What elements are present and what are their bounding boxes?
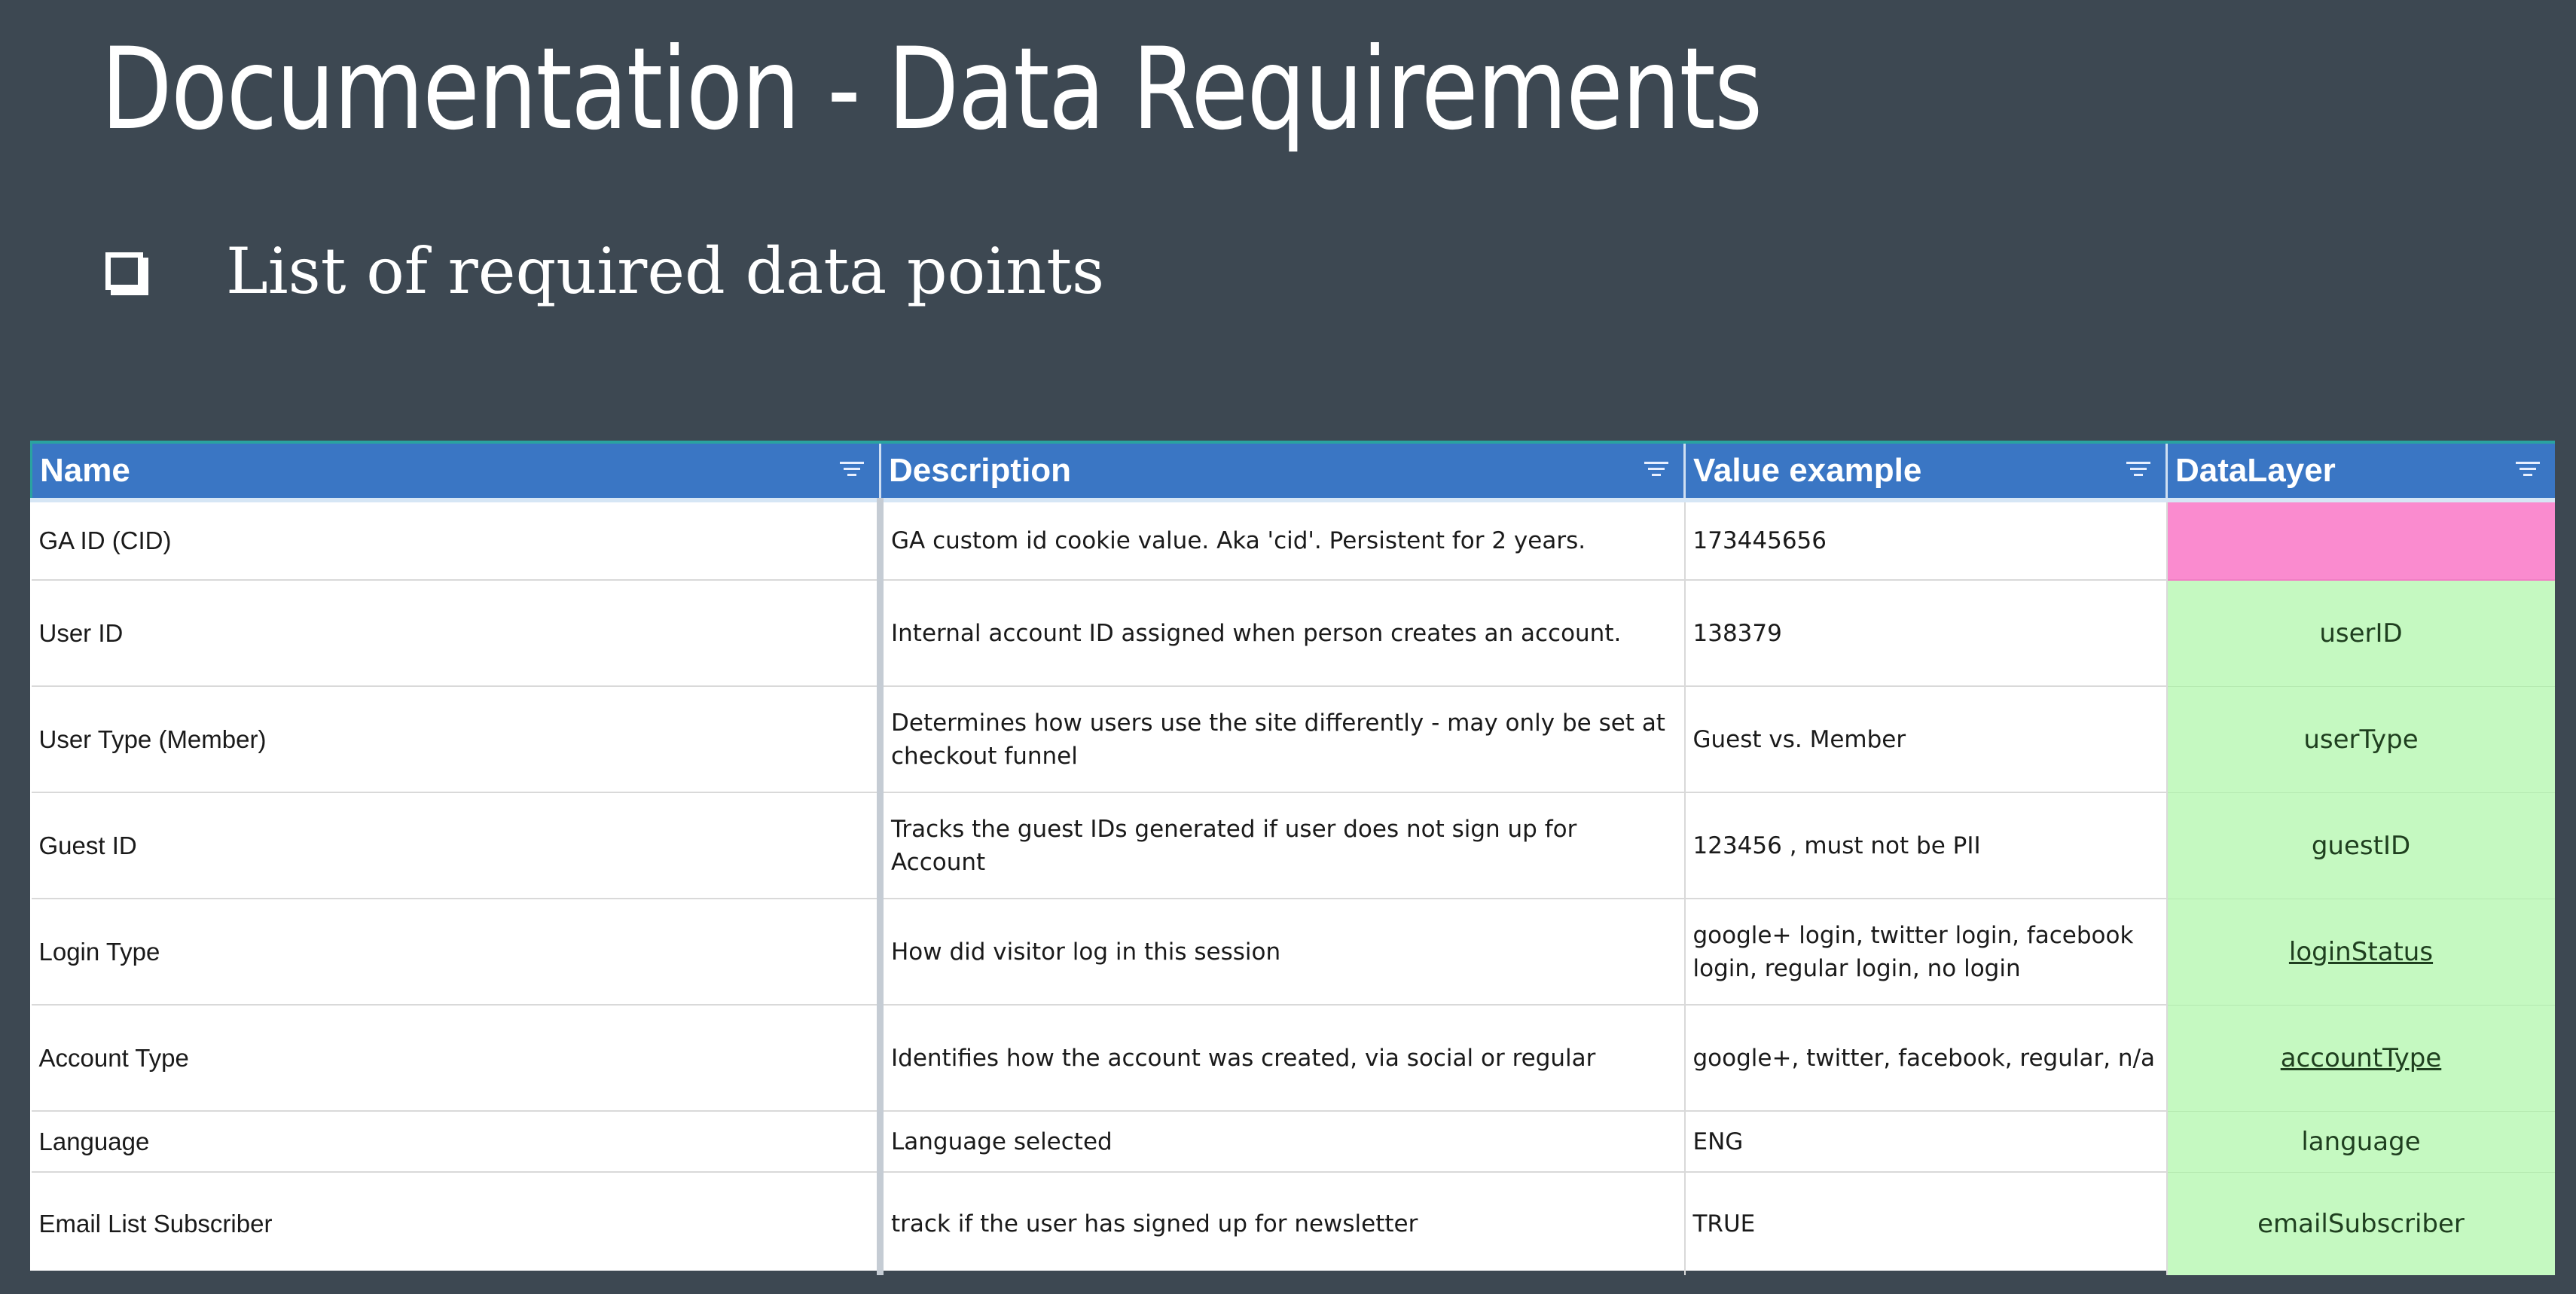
header-row bbox=[32, 442, 2555, 500]
bullet-text: List of required data points bbox=[226, 234, 1105, 308]
cell-datalayer[interactable]: userType bbox=[2167, 686, 2555, 792]
cell-name[interactable]: Login Type bbox=[32, 899, 881, 1005]
filter-icon[interactable] bbox=[1643, 462, 1670, 480]
cell-description[interactable]: Identifies how the account was created, via social or regular bbox=[881, 1005, 1685, 1111]
cell-value-example[interactable]: google+, twitter, facebook, regular, n/a bbox=[1685, 1005, 2167, 1111]
data-requirements-table bbox=[30, 441, 2553, 1271]
cell-description[interactable]: Tracks the guest IDs generated if user does not sign up for Account bbox=[881, 792, 1685, 899]
cell-description[interactable]: Internal account ID assigned when person creates an account. bbox=[881, 580, 1685, 686]
table-row bbox=[32, 1005, 2555, 1111]
cell-value-example[interactable]: 138379 bbox=[1685, 580, 2167, 686]
table-row bbox=[32, 1172, 2555, 1275]
cell-datalayer[interactable]: guestID bbox=[2167, 792, 2555, 899]
cell-value-example[interactable]: google+ login, twitter login, facebook login, regular login, no login bbox=[1685, 899, 2167, 1005]
bullet-item bbox=[105, 226, 1104, 316]
cell-value-example[interactable]: TRUE bbox=[1685, 1172, 2167, 1275]
cell-datalayer-link[interactable]: loginStatus bbox=[2167, 899, 2555, 1005]
cell-value-example[interactable]: 173445656 bbox=[1685, 500, 2167, 580]
table-row bbox=[32, 792, 2555, 899]
cell-name[interactable]: GA ID (CID) bbox=[32, 500, 881, 580]
filter-icon[interactable] bbox=[838, 462, 865, 480]
column-header-value-example[interactable]: Value example bbox=[1685, 442, 2167, 500]
cell-name[interactable]: Language bbox=[32, 1111, 881, 1172]
cell-value-example[interactable]: Guest vs. Member bbox=[1685, 686, 2167, 792]
slide-title: Documentation - Data Requirements bbox=[101, 24, 1762, 155]
cell-name[interactable]: Email List Subscriber bbox=[32, 1172, 881, 1275]
filter-icon[interactable] bbox=[2514, 462, 2541, 480]
filter-icon[interactable] bbox=[2125, 462, 2152, 480]
cell-description[interactable]: Determines how users use the site differently - may only be set at checkout funnel bbox=[881, 686, 1685, 792]
column-header-datalayer[interactable]: DataLayer bbox=[2167, 442, 2555, 500]
table-row bbox=[32, 580, 2555, 686]
cell-datalayer-link[interactable]: accountType bbox=[2167, 1005, 2555, 1111]
table-row bbox=[32, 899, 2555, 1005]
cell-value-example[interactable]: ENG bbox=[1685, 1111, 2167, 1172]
checkbox-icon bbox=[105, 252, 143, 290]
cell-value-example[interactable]: 123456 , must not be PII bbox=[1685, 792, 2167, 899]
table-row bbox=[32, 500, 2555, 580]
column-header-description[interactable]: Description bbox=[881, 442, 1685, 500]
column-header-name[interactable]: Name bbox=[32, 442, 881, 500]
cell-name[interactable]: Guest ID bbox=[32, 792, 881, 899]
table-row bbox=[32, 686, 2555, 792]
cell-description[interactable]: track if the user has signed up for newsletter bbox=[881, 1172, 1685, 1275]
cell-datalayer[interactable] bbox=[2167, 500, 2555, 580]
cell-name[interactable]: User Type (Member) bbox=[32, 686, 881, 792]
cell-description[interactable]: Language selected bbox=[881, 1111, 1685, 1172]
cell-datalayer[interactable]: userID bbox=[2167, 580, 2555, 686]
cell-datalayer[interactable]: emailSubscriber bbox=[2167, 1172, 2555, 1275]
cell-name[interactable]: Account Type bbox=[32, 1005, 881, 1111]
cell-description[interactable]: GA custom id cookie value. Aka 'cid'. Persistent for 2 years. bbox=[881, 500, 1685, 580]
table-row bbox=[32, 1111, 2555, 1172]
cell-description[interactable]: How did visitor log in this session bbox=[881, 899, 1685, 1005]
cell-name[interactable]: User ID bbox=[32, 580, 881, 686]
cell-datalayer[interactable]: language bbox=[2167, 1111, 2555, 1172]
